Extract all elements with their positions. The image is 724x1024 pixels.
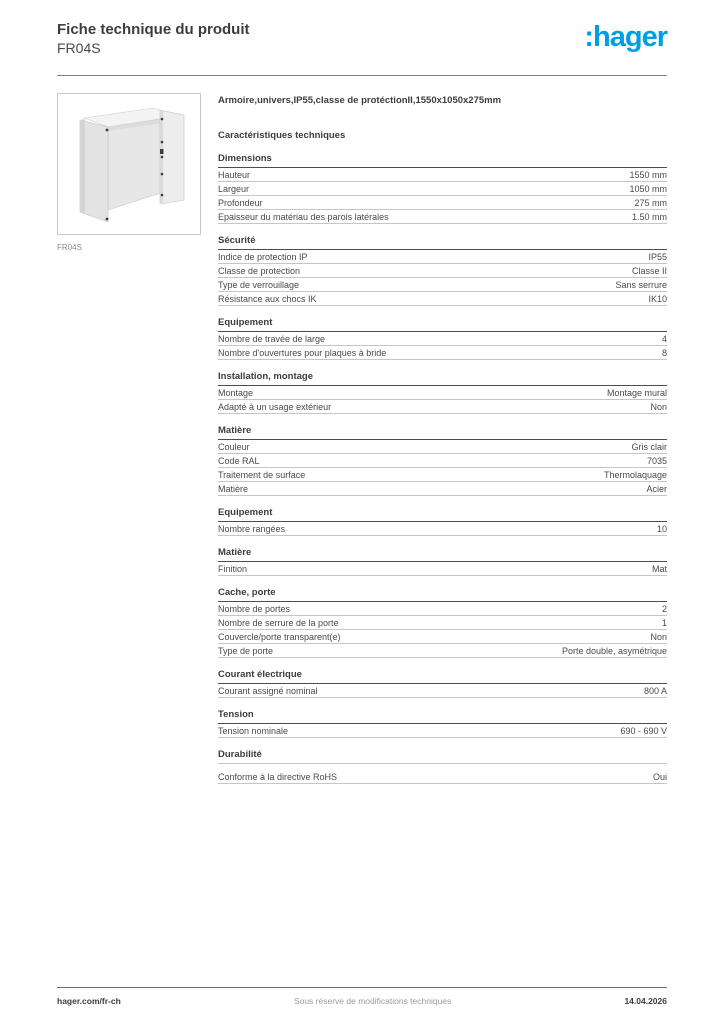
footer-website: hager.com/fr-ch <box>57 996 121 1006</box>
spec-value: 275 mm <box>634 197 667 208</box>
spec-value: IK10 <box>648 293 667 304</box>
spec-value: 800 A <box>643 685 667 696</box>
spec-label: Adapté à un usage extérieur <box>218 401 332 412</box>
spec-sections <box>218 153 667 784</box>
spec-value: Oui <box>652 771 667 782</box>
product-description: Armoire,univers,IP55,classe de protéctionII,1550x1050x275mm <box>218 95 502 106</box>
spec-value: 4 <box>661 333 667 344</box>
spec-value: 690 - 690 V <box>620 725 667 736</box>
table-row <box>218 616 667 630</box>
spec-label: Tension nominale <box>218 725 289 736</box>
spec-label: Indice de protection IP <box>218 251 308 262</box>
footer-disclaimer: Sous réserve de modifications techniques <box>293 996 452 1006</box>
section-title: Matière <box>218 425 667 440</box>
product-image-column <box>57 93 218 784</box>
spec-section <box>218 507 667 536</box>
section-title: Tension <box>218 709 667 724</box>
table-row <box>218 454 667 468</box>
spec-section <box>218 317 667 360</box>
spec-value: 1 <box>661 617 667 628</box>
table-row <box>218 400 667 414</box>
spec-label: Hauteur <box>218 169 251 180</box>
spec-value: 10 <box>656 523 667 534</box>
footer-row <box>57 996 667 1006</box>
document-header <box>57 20 667 57</box>
spec-value: Gris clair <box>631 441 667 452</box>
section-title: Installation, montage <box>218 371 667 386</box>
section-title: Equipement <box>218 317 667 332</box>
spec-label: Couvercle/porte transparent(e) <box>218 631 341 642</box>
table-row <box>218 210 667 224</box>
table-row <box>218 386 667 400</box>
table-row <box>218 264 667 278</box>
table-row <box>218 770 667 784</box>
table-row <box>218 562 667 576</box>
section-title: Courant électrique <box>218 669 667 684</box>
table-row <box>218 292 667 306</box>
table-row <box>218 644 667 658</box>
spec-value: Sans serrure <box>615 279 667 290</box>
spec-label: Code RAL <box>218 455 260 466</box>
spec-label: Nombre de travée de large <box>218 333 326 344</box>
section-title: Sécurité <box>218 235 667 250</box>
table-row <box>218 332 667 346</box>
spec-label: Montage <box>218 387 254 398</box>
spec-label: Largeur <box>218 183 250 194</box>
spec-section <box>218 235 667 306</box>
content-area <box>57 93 667 784</box>
section-title: Cache, porte <box>218 587 667 602</box>
table-row <box>218 168 667 182</box>
spec-label: Matière <box>218 483 249 494</box>
spec-section <box>218 749 667 784</box>
section-title: Durabilité <box>218 749 667 764</box>
spec-value: Acier <box>646 483 667 494</box>
spec-value: 1.50 mm <box>631 211 667 222</box>
spec-section <box>218 669 667 698</box>
spec-section <box>218 709 667 738</box>
header-titles <box>57 20 250 57</box>
spec-value: IP55 <box>648 251 667 262</box>
spec-section <box>218 153 667 224</box>
spec-label: Type de verrouillage <box>218 279 300 290</box>
spec-value: Montage mural <box>606 387 667 398</box>
specs-column <box>218 93 667 784</box>
spec-section <box>218 425 667 496</box>
spec-section <box>218 587 667 658</box>
characteristics-heading: Caractéristiques techniques <box>218 130 346 141</box>
section-title: Equipement <box>218 507 667 522</box>
spec-label: Nombre d'ouvertures pour plaques à bride <box>218 347 387 358</box>
table-row <box>218 482 667 496</box>
spec-label: Nombre de portes <box>218 603 291 614</box>
spec-section <box>218 371 667 414</box>
spec-value: Non <box>650 401 667 412</box>
spec-label: Epaisseur du matériau des parois latérales <box>218 211 389 222</box>
spec-section <box>218 547 667 576</box>
spec-label: Couleur <box>218 441 250 452</box>
spec-value: 1050 mm <box>629 183 667 194</box>
spec-value: Mat <box>651 563 667 574</box>
table-row <box>218 724 667 738</box>
spec-label: Conforme à la directive RoHS <box>218 771 338 782</box>
product-image-caption: FR04S <box>57 243 82 252</box>
spec-value: 7035 <box>646 455 667 466</box>
document-footer <box>57 987 667 1006</box>
spec-label: Courant assigné nominal <box>218 685 318 696</box>
table-row <box>218 278 667 292</box>
spec-label: Type de porte <box>218 645 274 656</box>
spec-label: Résistance aux chocs IK <box>218 293 317 304</box>
spec-value: Porte double, asymétrique <box>561 645 667 656</box>
spec-value: 1550 mm <box>629 169 667 180</box>
table-row <box>218 346 667 360</box>
spec-label: Classe de protection <box>218 265 301 276</box>
spec-label: Finition <box>218 563 248 574</box>
table-row <box>218 602 667 616</box>
table-row <box>218 196 667 210</box>
table-row <box>218 522 667 536</box>
table-row <box>218 182 667 196</box>
spec-value: Classe II <box>631 265 667 276</box>
product-image <box>57 93 201 235</box>
spec-label: Nombre rangées <box>218 523 286 534</box>
header-divider <box>57 75 667 76</box>
product-reference: FR04S <box>57 40 101 56</box>
page-title: Fiche technique du produit <box>57 21 250 38</box>
hager-logo: :hager <box>584 21 667 53</box>
table-row <box>218 440 667 454</box>
spec-value: Thermolaquage <box>603 469 667 480</box>
footer-date: 14.04.2026 <box>624 996 667 1006</box>
spec-label: Profondeur <box>218 197 263 208</box>
section-title: Dimensions <box>218 153 667 168</box>
table-row <box>218 250 667 264</box>
spec-value: 2 <box>661 603 667 614</box>
footer-divider <box>57 987 667 988</box>
table-row <box>218 630 667 644</box>
spec-label: Nombre de serrure de la porte <box>218 617 339 628</box>
spec-value: 8 <box>661 347 667 358</box>
table-row <box>218 468 667 482</box>
spec-value: Non <box>650 631 667 642</box>
spec-label: Traitement de surface <box>218 469 306 480</box>
cabinet-illustration <box>58 94 200 234</box>
table-row <box>218 684 667 698</box>
section-title: Matière <box>218 547 667 562</box>
